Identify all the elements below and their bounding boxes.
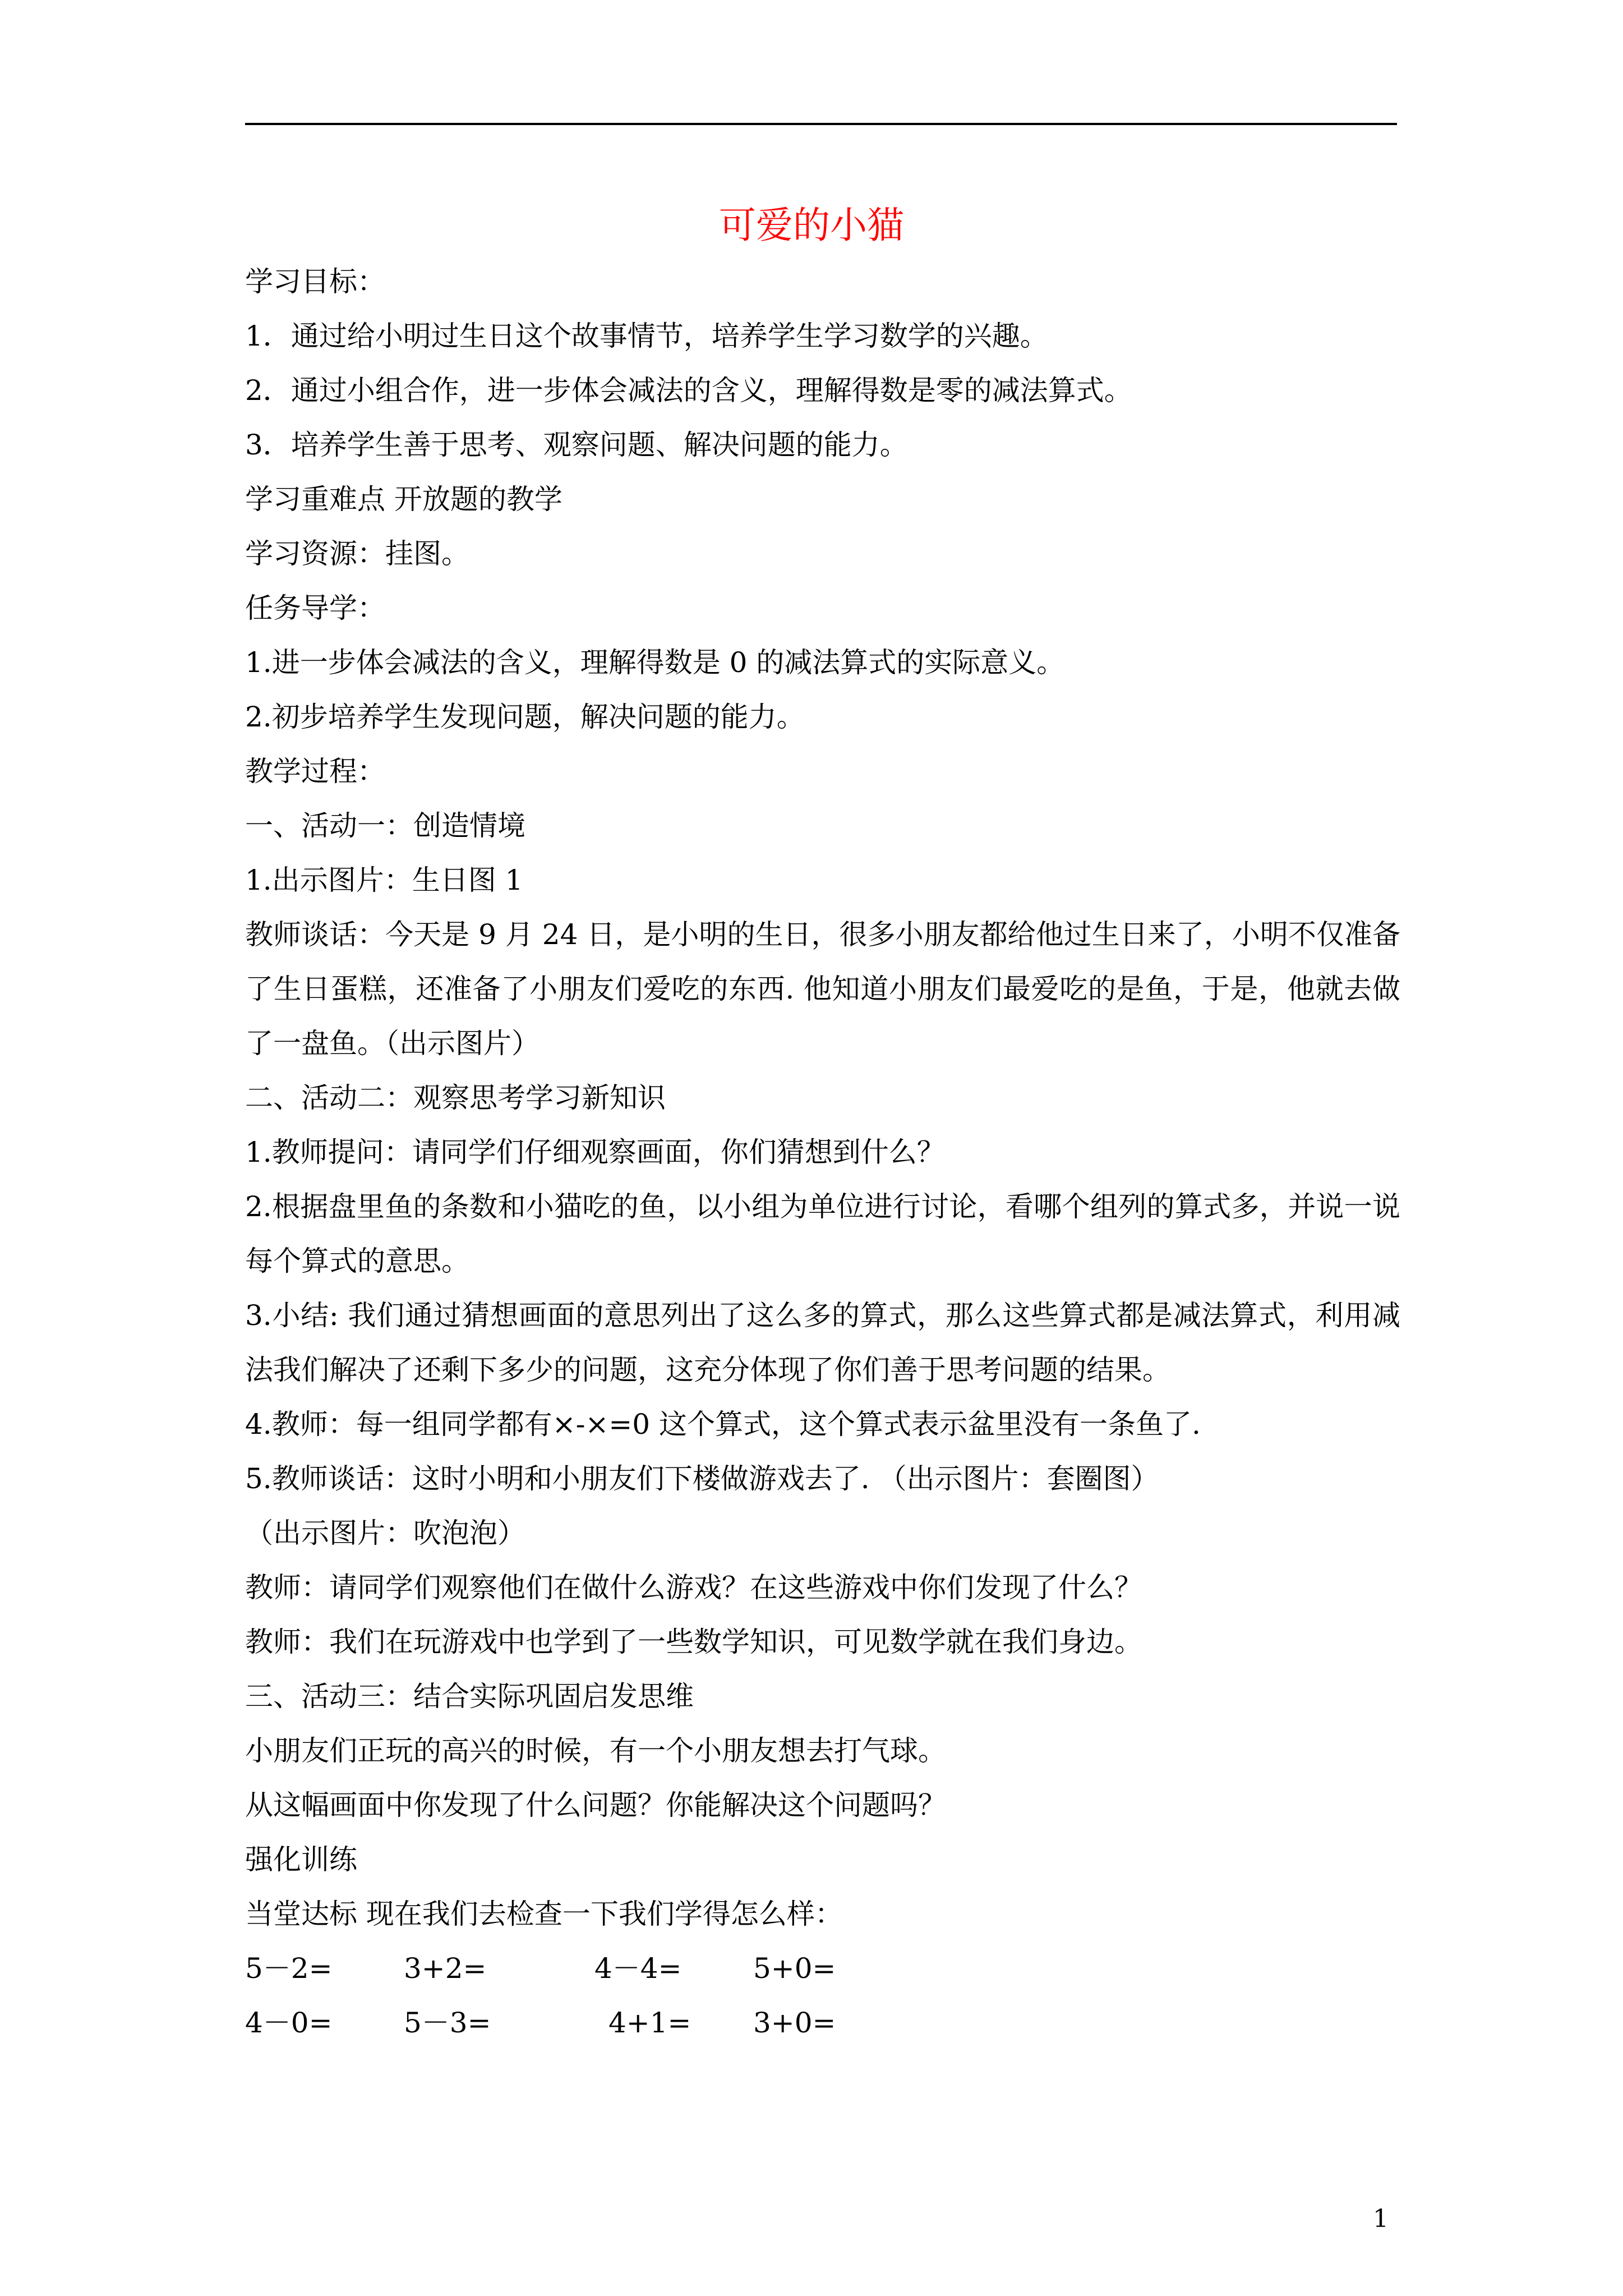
text-line: 当堂达标 现在我们去检查一下我们学得怎么样：: [245, 1898, 843, 1930]
text-line: 小朋友们正玩的高兴的时候，有一个小朋友想去打气球。: [245, 1734, 946, 1767]
document-title: 可爱的小猫: [719, 204, 904, 247]
text-line: （出示图片：吹泡泡）: [245, 1517, 525, 1549]
text-paragraph: 2.根据盘里鱼的条数和小猫吃的鱼，以小组为单位进行讨论，看哪个组列的算式多，并说一说每个算式的意思。: [245, 1190, 1400, 1277]
text-line: 1.进一步体会减法的含义，理解得数是 0 的减法算式的实际意义。: [245, 646, 1065, 679]
header-rule: [245, 123, 1397, 125]
exercise-item: 4+1=: [608, 2007, 691, 2039]
text-line: 学习资源：挂图。: [245, 537, 469, 570]
exercise-item: 4－0=: [245, 2007, 333, 2039]
text-paragraph: 3.小结: 我们通过猜想画面的意思列出了这么多的算式，那么这些算式都是减法算式，利用减法我们解决了还剩下多少的问题，这充分体现了你们善于思考问题的结果。: [245, 1299, 1400, 1386]
text-line: 学习目标：: [245, 265, 385, 298]
text-line: 学习重难点 开放题的教学: [245, 483, 562, 516]
exercise-item: 5－3=: [404, 2007, 491, 2039]
teacher-talk-paragraph: 教师谈话：今天是 9 月 24 日，是小明的生日，很多小朋友都给他过生日来了，小明不仅准备了生日蛋糕，还准备了小朋友们爱吃的东西. 他知道小朋友们最爱吃的是鱼，于是，他就去做了一盘鱼。（出示图片）: [245, 918, 1400, 1060]
exercise-row: [245, 1996, 1400, 2050]
exercise-item: 5－2=: [245, 1952, 333, 1985]
text-line: 4.教师：每一组同学都有×-×=0 这个算式，这个算式表示盆里没有一条鱼了.: [245, 1408, 1201, 1441]
text-line: 教师：请同学们观察他们在做什么游戏？在这些游戏中你们发现了什么？: [245, 1571, 1142, 1604]
text-line: 1．通过给小明过生日这个故事情节，培养学生学习数学的兴趣。: [245, 320, 1048, 352]
text-line: 1.教师提问：请同学们仔细观察画面，你们猜想到什么？: [245, 1136, 945, 1168]
section-heading: 二、活动二：观察思考学习新知识: [245, 1082, 666, 1114]
text-line: 一、活动一：创造情境: [245, 809, 525, 842]
text-line: 2.初步培养学生发现问题，解决问题的能力。: [245, 701, 805, 733]
text-line: 教师：我们在玩游戏中也学到了一些数学知识，可见数学就在我们身边。: [245, 1626, 1142, 1658]
section-heading: 三、活动三：结合实际巩固启发思维: [245, 1680, 694, 1713]
text-line: 3．培养学生善于思考、观察问题、解决问题的能力。: [245, 429, 908, 461]
text-line: 教学过程：: [245, 755, 385, 788]
exercise-item: 4－4=: [594, 1952, 682, 1985]
exercise-item: 5+0=: [753, 1952, 836, 1985]
text-line: 2．通过小组合作，进一步体会减法的含义，理解得数是零的减法算式。: [245, 374, 1132, 407]
text-line: 1.出示图片：生日图 1: [245, 864, 523, 896]
page-number: 1: [1373, 2205, 1389, 2233]
exercise-item: 3+2=: [404, 1952, 487, 1985]
text-line: 强化训练: [245, 1843, 357, 1876]
document-body: [245, 255, 1400, 2050]
text-line: 任务导学：: [245, 592, 385, 624]
text-line: 从这幅画面中你发现了什么问题？你能解决这个问题吗？: [245, 1789, 946, 1821]
exercise-row: [245, 1941, 1400, 1996]
exercise-item: 3+0=: [753, 2007, 836, 2039]
text-line: 5.教师谈话：这时小明和小朋友们下楼做游戏去了. （出示图片：套圈图）: [245, 1462, 1159, 1495]
